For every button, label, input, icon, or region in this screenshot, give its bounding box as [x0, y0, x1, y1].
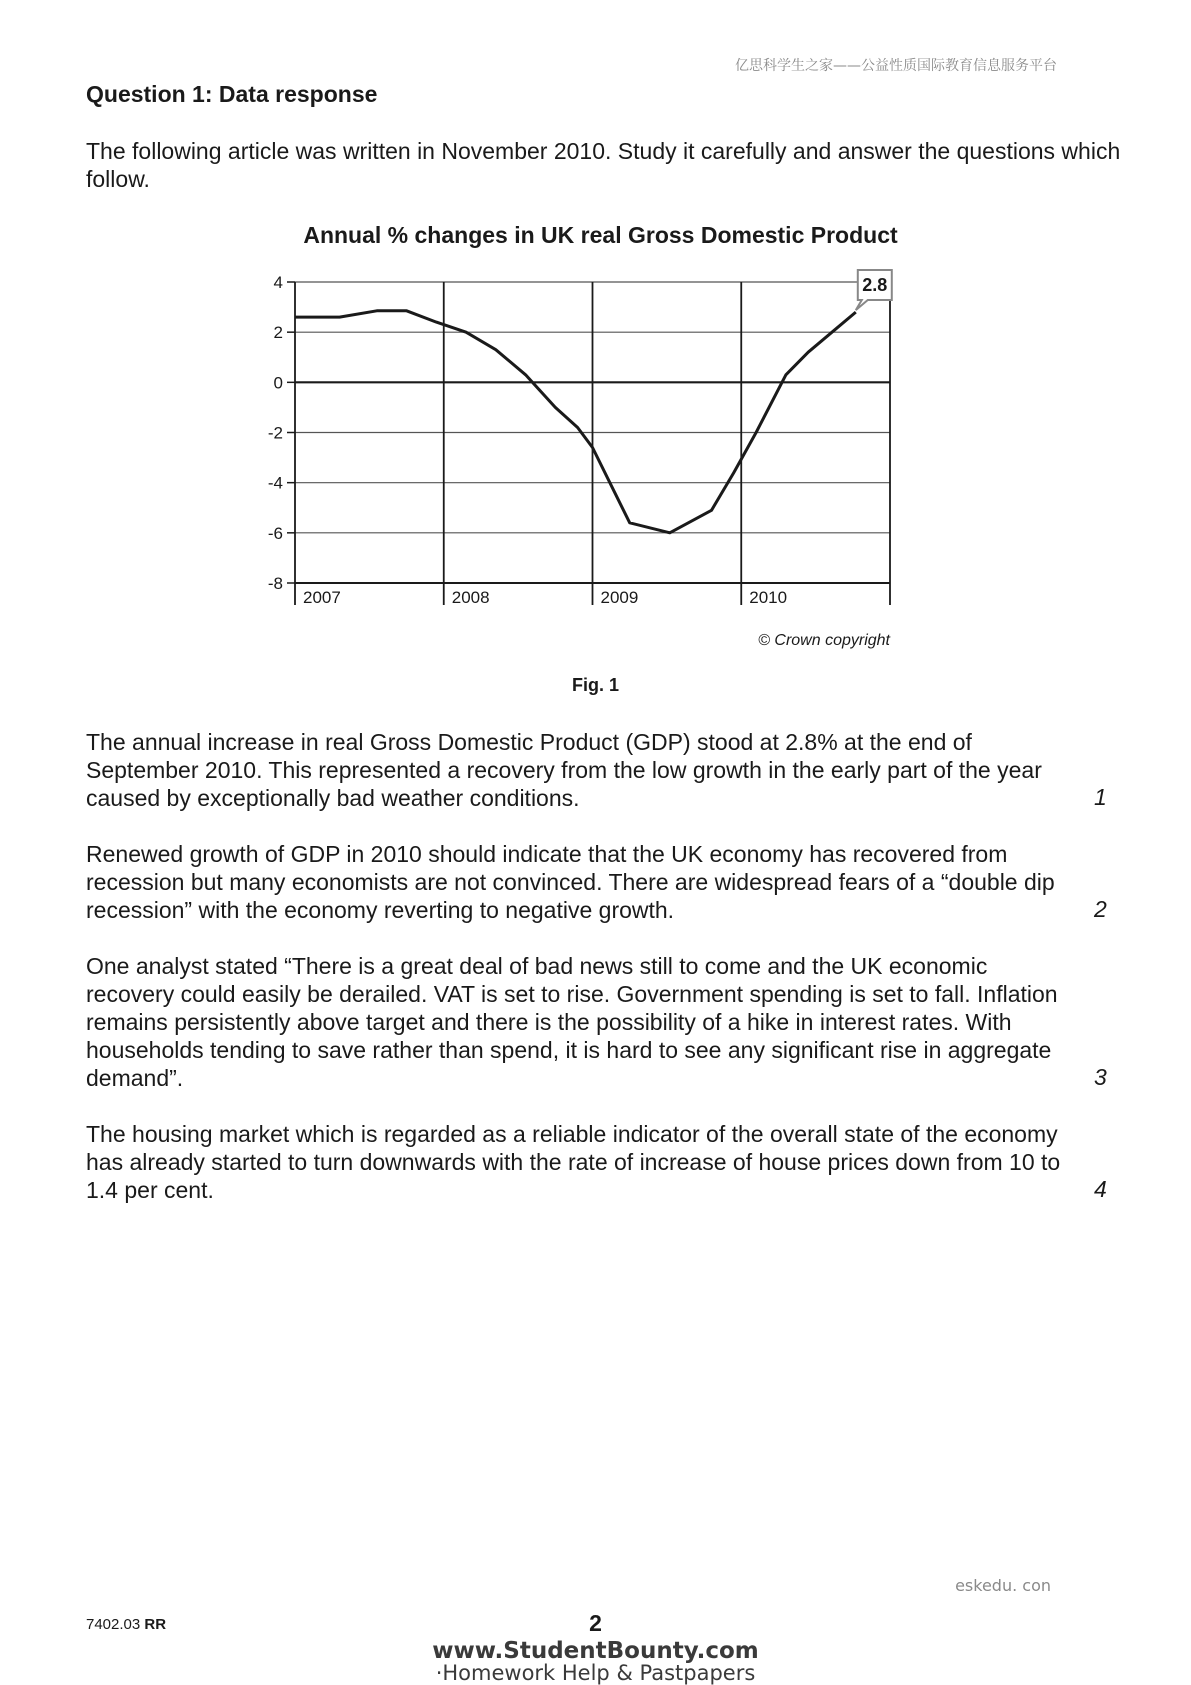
y-tick-label: 2: [273, 323, 283, 343]
y-tick-label: 0: [273, 373, 283, 393]
x-tick-label: 2008: [451, 588, 490, 607]
paragraph-1: The annual increase in real Gross Domestic Product (GDP) stood at 2.8% at the end of September 2010. This represented a recovery from the low growth in the early part of the year caused by exceptionally bad weather conditions.: [86, 729, 1042, 811]
callout-label: [856, 270, 892, 310]
y-tick-label: -2: [267, 423, 283, 443]
paragraph-4: The housing market which is regarded as a reliable indicator of the overall state of the economy has already started to turn downwards with the rate of increase of house prices down from 10 to 1.4 per cent.: [86, 1121, 1061, 1203]
paragraph-4-number: 4: [1094, 1176, 1107, 1202]
paper-code-number: 7402.03: [86, 1616, 141, 1633]
x-tick-label: 2007: [303, 588, 341, 607]
y-tick-label: -4: [267, 473, 283, 493]
x-tick-label: 2009: [600, 588, 639, 607]
y-tick-label: -8: [267, 574, 283, 593]
y-tick-label: 4: [273, 273, 283, 292]
copyright-note: © Crown copyright: [758, 632, 890, 649]
paragraph-2: Renewed growth of GDP in 2010 should indicate that the UK economy has recovered from recession but many economists are not convinced. There are widespread fears of a “double dip recession” with the economy reverting to negative growth.: [86, 841, 1055, 923]
page-number: 2: [589, 1610, 602, 1636]
paragraph-2-number: 2: [1094, 896, 1107, 922]
paragraph-3-number: 3: [1094, 1064, 1107, 1090]
callout-text: 2.8: [862, 275, 888, 295]
figure-caption: Fig. 1: [571, 675, 619, 695]
footer-watermark: eskedu. con: [955, 1576, 1051, 1595]
studentbounty-tagline: ·Homework Help & Pastpapers: [435, 1661, 756, 1685]
paragraph-3: One analyst stated “There is a great deal of bad news still to come and the UK economic recovery could easily be derailed. VAT is set to rise. Government spending is set to fall. Inflation remains persistently above target and there is the possibility of a hike in interest rates. With households tending to save rather than spend, it is hard to see any significant rise in aggregate demand”.: [86, 953, 1058, 1091]
gdp-line-chart: [250, 260, 950, 660]
studentbounty-url: www.StudentBounty.com: [432, 1638, 759, 1664]
paper-code-suffix: RR: [144, 1616, 167, 1633]
studentbounty-logo: [0, 1640, 1191, 1684]
y-tick-label: -6: [267, 523, 283, 543]
header-watermark: 亿思科学生之家——公益性质国际教育信息服务平台: [735, 58, 1057, 74]
chart-title: Annual % changes in UK real Gross Domestic Product: [303, 222, 898, 248]
question-title: Question 1: Data response: [86, 81, 378, 107]
gdp-series-line: [295, 311, 856, 533]
intro-text: The following article was written in November 2010. Study it carefully and answer the questions which follow.: [86, 138, 1121, 192]
paragraph-1-number: 1: [1094, 784, 1107, 810]
x-tick-label: 2010: [749, 588, 788, 607]
